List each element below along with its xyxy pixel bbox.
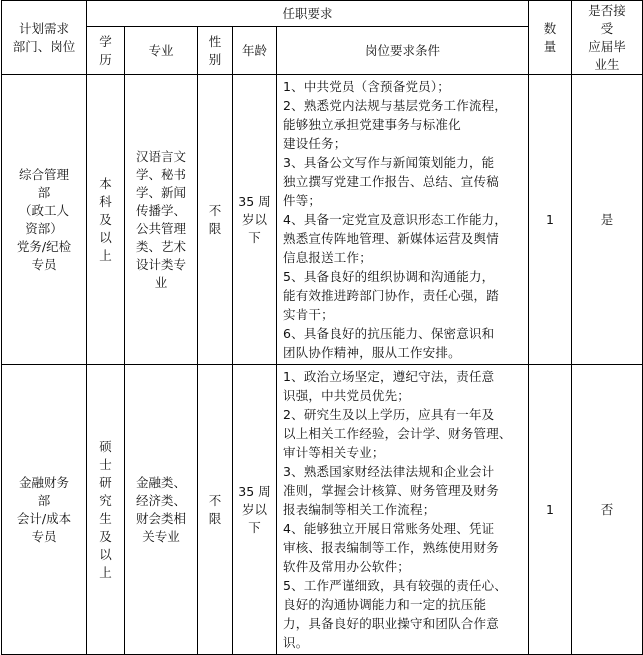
dept-cell: 金融财务 部 会计/成本 专员 <box>2 365 87 655</box>
table-row <box>2 365 643 655</box>
major-cell: 汉语言文 学、秘书 学、新闻 传播学、 公共管理 类、艺术 设计类专 业 <box>125 75 198 365</box>
job-requirements-table <box>1 0 643 655</box>
header-count: 数 量 <box>529 1 572 75</box>
accept-fresh-grads-cell: 是 <box>572 75 643 365</box>
header-requirements-group: 任职要求 <box>87 1 529 27</box>
education-cell: 硕 士 研 究 生 及 以 上 <box>87 365 125 655</box>
accept-fresh-grads-cell: 否 <box>572 365 643 655</box>
header-gender: 性 别 <box>198 27 233 75</box>
count-cell: 1 <box>529 75 572 365</box>
header-major: 专业 <box>125 27 198 75</box>
major-cell: 金融类、 经济类、 财会类相 关专业 <box>125 365 198 655</box>
header-dept-position: 计划需求 部门、岗位 <box>2 1 87 75</box>
count-cell: 1 <box>529 365 572 655</box>
header-age: 年龄 <box>233 27 277 75</box>
header-education: 学 历 <box>87 27 125 75</box>
table-row <box>2 75 643 365</box>
education-cell: 本 科 及 以 上 <box>87 75 125 365</box>
age-cell: 35 周 岁以 下 <box>233 365 277 655</box>
header-accept-fresh-grads: 是否接 受 应届毕 业生 <box>572 1 643 75</box>
dept-cell: 综合管理 部 （政工人 资部） 党务/纪检 专员 <box>2 75 87 365</box>
requirements-cell: 1、政治立场坚定，遵纪守法，责任意 识强，中共党员优先； 2、研究生及以上学历，应具有一年及 以上相关工作经验，会计学、财务管理、 审计等相关专业； 3、熟悉国家财经法律法规和企业会计 准则，掌握会计核算、财务管理及财务 报表编制等相关工作流程； 4、能够独立开展日常账务处理、凭证 审核、报表编制等工作，熟练使用财务 软件及常用办公软件； 5、工作严谨细致，具有较强的责任心、 良好的沟通协调能力和一定的抗压能 力，具备良好的职业操守和团队合作意 识。 <box>277 365 529 655</box>
gender-cell: 不 限 <box>198 365 233 655</box>
age-cell: 35 周 岁以 下 <box>233 75 277 365</box>
requirements-cell: 1、中共党员（含预备党员）； 2、熟悉党内法规与基层党务工作流程， 能够独立承担党建事务与标准化 建设任务； 3、具备公文写作与新闻策划能力，能 独立撰写党建工作报告、总结、宣传稿 件等； 4、具备一定党宣及意识形态工作能力， 熟悉宣传阵地管理、新媒体运营及舆情 信息报送工作； 5、具备良好的组织协调和沟通能力， 能有效推进跨部门协作，责任心强，踏 实肯干； 6、具备良好的抗压能力、保密意识和 团队协作精神，服从工作安排。 <box>277 75 529 365</box>
header-job-conditions: 岗位要求条件 <box>277 27 529 75</box>
gender-cell: 不 限 <box>198 75 233 365</box>
